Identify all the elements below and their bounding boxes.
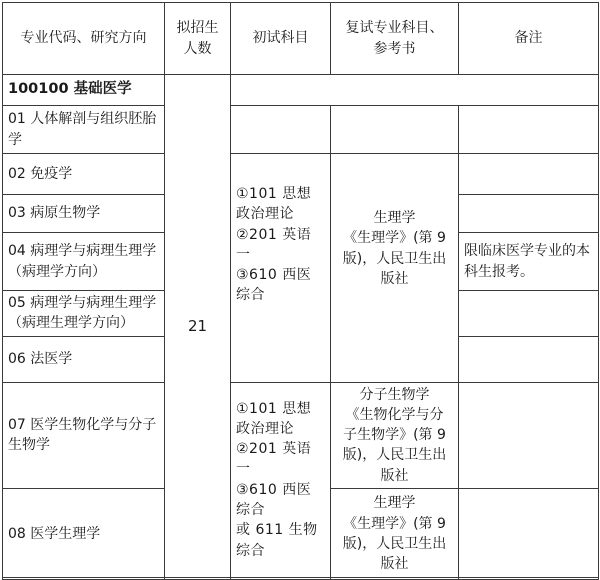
note-empty-cell: [459, 336, 599, 382]
note-empty-cell: [459, 106, 599, 154]
header-prelim: 初试科目: [231, 3, 331, 75]
exam-line: 一: [236, 246, 251, 263]
table-bottom-rule: [2, 577, 598, 578]
exam-line: 一: [236, 461, 251, 478]
note-empty-cell: [459, 154, 599, 195]
exam-line: 政治理论: [236, 420, 294, 437]
header-retest-line2: 参考书: [373, 40, 416, 57]
department-cell: 100100 基础医学: [3, 75, 165, 106]
ref-line: 版)，人民卫生出: [342, 250, 447, 267]
direction-cell: 07 医学生物化学与分子生物学: [3, 382, 165, 488]
ref-line: 生理学: [373, 495, 416, 512]
table-row: [3, 382, 599, 488]
table-row: [3, 154, 599, 195]
ref-line: 《生理学》(第 9: [343, 230, 446, 247]
header-code: 专业代码、研究方向: [3, 3, 165, 75]
ref-line: 《生理学》(第 9: [343, 515, 446, 532]
prelim-exam-cell-b: [231, 382, 331, 579]
note-empty-cell: [459, 195, 599, 233]
exam-line: ①101 思想: [236, 186, 312, 202]
exam-line: 或 611 生物: [236, 522, 318, 539]
direction-cell: 01 人体解剖与组织胚胎学: [3, 106, 165, 154]
prelim-empty-cell: [231, 106, 331, 154]
ref-line: 子生物学》(第 9: [343, 427, 446, 444]
department-row: [3, 75, 599, 106]
header-notes: 备注: [459, 3, 599, 75]
note-empty-cell: [459, 489, 599, 580]
direction-cell: 06 法医学: [3, 336, 165, 382]
prelim-exam-cell-a: [231, 154, 331, 383]
header-quota-line1: 拟招生: [176, 20, 219, 37]
header-retest-line1: 复试专业科目、: [345, 20, 444, 37]
retest-empty-cell: [331, 106, 459, 154]
retest-ref-cell-a: [331, 154, 459, 383]
note-cell: 限临床医学专业的本科生报考。: [459, 233, 599, 291]
direction-cell: 03 病原生物学: [3, 195, 165, 233]
note-empty-cell: [459, 382, 599, 488]
header-retest: [331, 3, 459, 75]
exam-line: ②201 英语: [236, 226, 312, 243]
direction-cell: 02 免疫学: [3, 154, 165, 195]
ref-line: 《生物化学与分: [345, 406, 444, 423]
ref-line: 分子生物学: [359, 386, 430, 403]
header-quota: [165, 3, 231, 75]
direction-cell: 05 病理学与病理生理学（病理生理学方向）: [3, 291, 165, 337]
direction-cell: 04 病理学与病理生理学（病理学方向）: [3, 233, 165, 291]
exam-line: 综合: [236, 287, 265, 304]
exam-line: 综合: [236, 542, 265, 559]
ref-line: 版社: [380, 556, 409, 573]
note-empty-cell: [459, 291, 599, 337]
header-quota-line2: 人数: [183, 40, 212, 57]
exam-line: 综合: [236, 502, 265, 519]
ref-line: 版)，人民卫生出: [342, 536, 447, 553]
admission-table: [2, 2, 599, 580]
retest-ref-cell-b: [331, 382, 459, 488]
quota-cell: 21: [165, 75, 231, 580]
department-empty-cell: [231, 75, 599, 106]
exam-line: ②201 英语: [236, 441, 312, 458]
exam-line: ③610 西医: [236, 267, 312, 284]
header-row: [3, 3, 599, 75]
retest-ref-cell-c: [331, 489, 459, 580]
exam-line: 政治理论: [236, 206, 294, 223]
exam-line: ①101 思想: [236, 400, 312, 417]
ref-line: 版)，人民卫生出: [342, 447, 447, 464]
exam-line: ③610 西医: [236, 481, 312, 498]
ref-line: 生理学: [373, 210, 416, 226]
ref-line: 版社: [380, 270, 409, 287]
direction-cell: 08 医学生理学: [3, 489, 165, 580]
ref-line: 版社: [380, 467, 409, 484]
table-row: [3, 106, 599, 154]
